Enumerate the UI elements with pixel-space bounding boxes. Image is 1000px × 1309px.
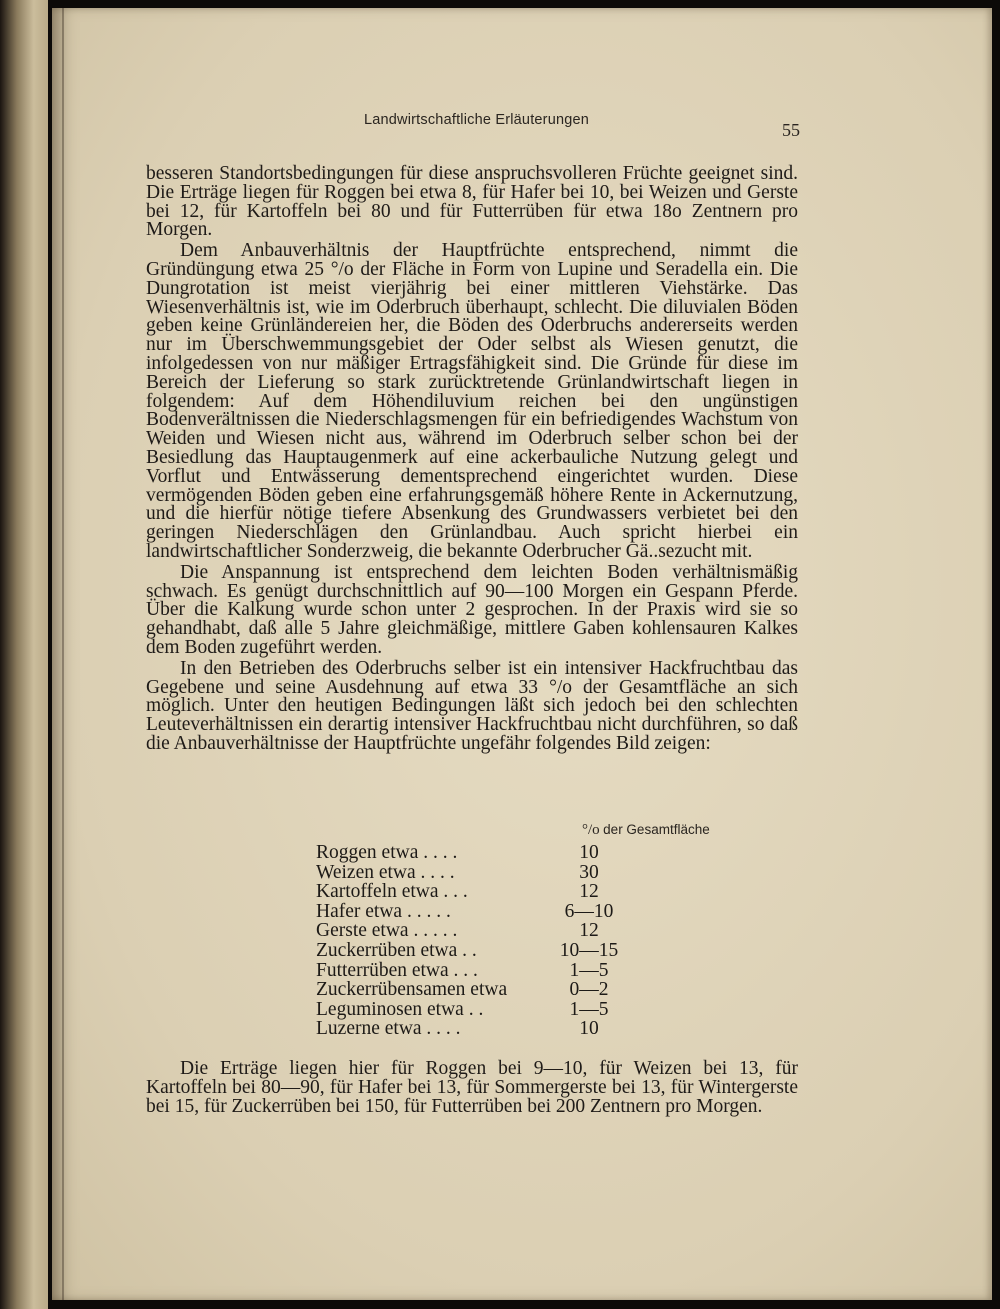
gutter-shadow (62, 8, 64, 1300)
table-row (316, 1000, 776, 1020)
paragraph-anspannung: Die Anspannung ist entsprechend dem leichten Boden verhältnismäßig schwach. Es genügt durchschnittlich auf 90—100 Morgen ein Gespann Pferde. Über die Kalkung wurde schon unter 2 gesprochen. In der Praxis wird sie so gehandhabt, daß alle 5 Jahre gleichmäßige, mittlere Gaben kohlensauren Kalkes dem Boden zugeführt werden. (146, 561, 798, 658)
running-title: Landwirtschaftliche Erläuterungen (364, 112, 590, 128)
table-header (582, 822, 710, 839)
crop-share: 10—15 (559, 939, 619, 961)
book-page (52, 8, 992, 1300)
table-header-label: der Gesamtfläche (603, 822, 710, 837)
table-row (316, 921, 776, 941)
page-number: 55 (782, 120, 800, 140)
crop-share: 1—5 (569, 959, 609, 981)
crop-name: Weizen etwa . . . . (316, 861, 455, 883)
crop-share: 1—5 (569, 998, 609, 1020)
crop-share: 10 (579, 842, 599, 863)
crop-share: 0—2 (569, 979, 609, 1001)
table-row (316, 902, 776, 922)
crop-name: Luzerne etwa . . . . (316, 1018, 461, 1040)
crop-share: 30 (579, 861, 599, 883)
crop-name: Kartoffeln etwa . . . (316, 881, 468, 903)
table-rows (316, 843, 776, 1039)
crop-name: Zuckerrübensamen etwa (316, 979, 508, 1001)
book-spine-left-page (0, 0, 48, 1309)
table-row (316, 1019, 776, 1039)
crop-share: 6—10 (564, 900, 614, 922)
crop-share: 12 (579, 881, 599, 903)
table-row (316, 843, 776, 863)
crop-name: Zuckerrüben etwa . . (316, 939, 477, 961)
table-row (316, 980, 776, 1000)
crop-name: Hafer etwa . . . . . (316, 900, 451, 922)
table-row (316, 863, 776, 883)
closing-text (146, 1060, 798, 1116)
percent-sign: °/o (582, 822, 600, 838)
crop-name: Gerste etwa . . . . . (316, 920, 458, 942)
body-text (146, 165, 798, 756)
crop-share: 12 (579, 920, 599, 942)
paragraph-ertraege: Die Erträge liegen hier für Roggen bei 9—10, für Weizen bei 13, für Kartoffeln bei 80—90, für Hafer bei 13, für Sommergerste bei 13, für Wintergerste bei 15, für Zuckerrüben bei 150, für Futterrüben bei 200 Zentnern pro Morgen. (146, 1058, 798, 1117)
paragraph-continuation: besseren Standortsbedingungen für diese anspruchsvolleren Früchte geeignet sind. Die Erträge liegen für Roggen bei etwa 8, für Hafer bei 10, bei Weizen und Gerste bei 12, für Kartoffeln bei 80 und für Futterrüben für etwa 18o Zentnern pro Morgen. (146, 163, 798, 241)
crop-name: Futterrüben etwa . . . (316, 959, 478, 981)
running-head (52, 112, 992, 140)
table-row (316, 941, 776, 961)
table-row (316, 961, 776, 981)
crop-name: Leguminosen etwa . . (316, 998, 484, 1020)
crop-name: Roggen etwa . . . . (316, 842, 458, 863)
paragraph-hackfruchtbau: In den Betrieben des Oderbruchs selber ist ein intensiver Hackfruchtbau das Gegebene und seine Ausdehnung auf etwa 33 °/o der Gesamtfläche an sich möglich. Unter den heutigen Bedingungen läßt sich jedoch bei den schlechten Leuteverhältnissen ein derartig intensiver Hackfruchtbau nicht durchführen, so daß die Anbauverhältnisse der Hauptfrüchte ungefähr folgendes Bild zeigen: (146, 657, 798, 754)
crop-share: 10 (579, 1018, 599, 1040)
paragraph-gruenduengung: Dem Anbauverhältnis der Hauptfrüchte entsprechend, nimmt die Gründüngung etwa 25 °/o der Fläche in Form von Lupine und Seradella ein. Die Dungrotation ist meist vierjährig bei einer mittleren Viehstärke. Das Wiesenverhältnis ist, wie im Oderbruch überhaupt, schlecht. Die diluvialen Böden geben keine Grünländereien her, die Böden des Oderbruchs andererseits werden nur im Überschwemmungsgebiet der Oder selbst als Wiesen genutzt, die infolgedessen von nur mäßiger Ertragsfähigkeit sind. Die Gründe für diese im Bereich der Lieferung so stark zurücktretende Grünlandwirtschaft liegen in folgendem: Auf dem Höhendiluvium reichen bei den ungünstigen Bodenverältnissen die Niederschlagsmengen für ein befriedigendes Wachstum von Weiden und Wiesen nicht aus, während im Oderbruch selber schon bei der Besiedlung das Hauptaugenmerk auf eine ackerbauliche Nutzung gelegt und Vorflut und Entwässerung dementsprechend eingerichtet wurden. Diese vermögenden Böden geben eine erfahrungsgemäß höhere Rente in Ackernutzung, und die hierfür nötige tiefere Absenkung des Grundwassers verbietet bei den geringen Niederschlägen den Grünlandbau. Auch spricht hierbei ein landwirtschaftlicher Sonderzweig, die bekannte Oderbrucher Gä..sezucht mit. (146, 240, 798, 562)
table-row (316, 882, 776, 902)
